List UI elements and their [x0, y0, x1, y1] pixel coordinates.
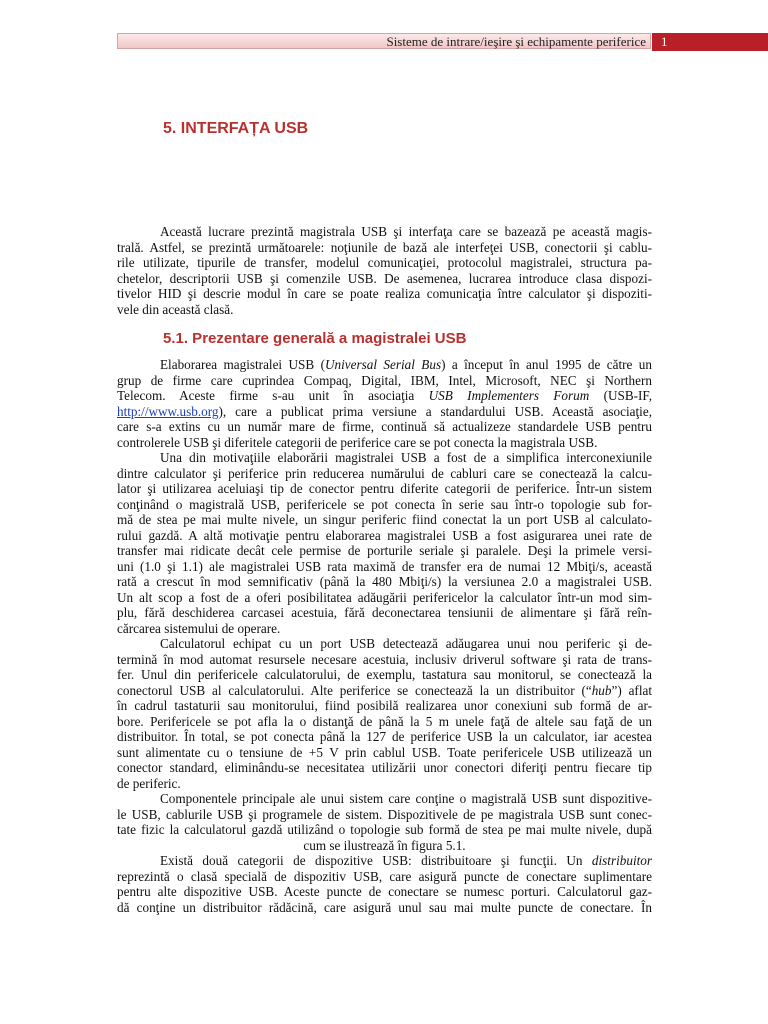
usb-expansion: Universal Serial Bus [324, 357, 442, 372]
p5-line [117, 853, 652, 869]
p2-line: cărcarea sistemului de operare. [117, 620, 281, 636]
p3-line: conector standard, eliminându-se necesitatea utilizării unor conectori diferiţi pentru fiecare tip [117, 760, 652, 775]
hub-term: hub [591, 682, 612, 698]
paragraph-3 [117, 636, 652, 791]
p2-line: Un alt scop a fost de a oferi posibilitatea adăugării perifericelor la calculator într-un mod sim- [117, 589, 652, 605]
intro-line: Această lucrare prezintă magistrala USB şi interfaţa care se bazează pe această magis- [160, 224, 652, 239]
p5-line: dă conţine un distribuitor rădăcină, care asigură unul sau mai multe puncte de conectare. În [117, 899, 652, 915]
text-run: ), care a publicat prima versiune a standardului USB. Această asociaţie, [218, 403, 652, 419]
paragraph-4 [117, 791, 652, 853]
p2-line: lator şi utilizarea aceluiaşi tip de conector pentru diferite categorii de periferice. Într-un sistem [117, 481, 652, 496]
p4-line: tate fizic la calculatorul gazdă utilizând o topologie sub formă de stea pe mai multe nivele, după [117, 822, 652, 837]
intro-line: chetelor, descriptorii USB şi comenzile USB. De asemenea, lucrarea introduce clasa dispozi- [117, 270, 652, 286]
p3-line: fer. Unul din perifericele calculatorului, de exemplu, tastatura sau monitorul, se conectează la [117, 667, 652, 682]
p2-line: plu, fără deschiderea carcasei acestuia, fără deconectarea tensiunii de alimentare şi fără reîn- [117, 605, 652, 620]
p2-line: Una din motivaţiile elaborării magistralei USB a fost de a simplifica interconexiunile [160, 450, 652, 465]
p1-line [117, 404, 652, 420]
intro-line: trală. Astfel, se prezintă următoarele: noţiunile de bază ale interfeţei USB, conectorii şi cablu- [117, 239, 652, 255]
paragraph-1 [117, 357, 652, 450]
text-run: ) a început în anul 1995 de către un [441, 357, 652, 372]
usb-org-link[interactable]: http://www.usb.org [117, 403, 219, 419]
intro-line: vele din această clasă. [117, 301, 234, 317]
p2-line: conţinând o magistrală USB, perifericele se pot conecta în serie sau într-o topologie sub for- [117, 496, 652, 512]
text-run: Telecom. Aceste firme s-au unit în asociaţia [117, 388, 429, 403]
running-header-title: Sisteme de intrare/ieşire şi echipamente periferice [386, 34, 646, 49]
paragraph-5 [117, 853, 652, 915]
p5-line: reprezintă o clasă specială de dispozitiv USB, care asigură puncte de conectare suplimentare [117, 868, 652, 884]
section-title: 5.1. Prezentare generală a magistralei USB [163, 330, 467, 347]
p3-line: Calculatorul echipat cu un port USB detectează adăugarea unui nou periferic şi de- [160, 636, 652, 651]
p3-line: de periferic. [117, 775, 181, 791]
p3-line: sunt alimentate cu o tensiune de +5 V prin cablul USB. Toate perifericele USB utilizează un [117, 744, 652, 760]
chapter-title: 5. INTERFAȚA USB [163, 120, 309, 137]
paragraph-2 [117, 450, 652, 636]
page-number: 1 [652, 33, 768, 51]
text-run: Există două categorii de dispozitive USB: distribuitoare şi funcţii. Un [160, 853, 592, 868]
p3-line: în cadrul tastaturii sau monitorului, fiind posibilă realizarea unor conexiuni sub formă de ar- [117, 698, 652, 713]
p1-line: grup de firme care cuprindea Compaq, Digital, IBM, Intel, Microsoft, NEC şi Northern [117, 372, 652, 388]
p2-line: uni (1.0 şi 1.1) ale magistralei USB rata maximă de transfer era de numai 12 Mbiţi/s, această [117, 558, 652, 574]
p5-line: pentru alte dispozitive USB. Aceste puncte de conectare se numesc porturi. Calculatorul gaz- [117, 884, 652, 899]
p4-line: cum se ilustrează în figura 5.1. [303, 837, 466, 853]
p2-line: transfer mai ridicate decât cele permise de porturile seriale şi paralele. Deşi la primele versi- [117, 543, 652, 558]
p2-line: rului gazdă. A altă motivaţie pentru elaborarea magistralei USB a fost asigurarea unei rate de [117, 527, 652, 543]
p3-line [117, 683, 652, 699]
distribuitor-term: distribuitor [591, 853, 652, 868]
p3-line: termină în mod automat resursele necesare acestuia, inclusiv driverul software şi rata de trans- [117, 651, 652, 667]
intro-line: rile utilizate, tipurile de transfer, modelul comunicaţiei, protocolul magistralei, structura pa- [117, 255, 652, 271]
text-run: ”) aflat [611, 682, 652, 698]
intro-line: tivelor HID şi descrie modul în care se poate realiza comunicaţia între calculator şi dispoziti- [117, 286, 652, 302]
p2-line: rată a crescut în mod semnificativ (până la 480 Mbiţi/s) la versiunea 2.0 a magistralei USB. [117, 574, 652, 589]
p1-line: care s-a extins cu un număr mare de firme, continuă să actualizeze standardele USB pentru [117, 419, 652, 434]
p2-line: mă de stea pe mai multe nivele, un singur periferic fiind conectat la un port USB al calculato- [117, 512, 652, 527]
intro-paragraph [117, 224, 652, 318]
text-run: (USB-IF, [589, 388, 652, 403]
p3-line: bore. Perifericele se pot afla la o distanţă de până la 5 m unele faţă de altele sau faţă de un [117, 713, 652, 729]
p1-line [117, 388, 652, 404]
p4-line: le USB, cablurile USB şi programele de sistem. Dispozitivele de pe magistrala USB sunt conec- [117, 806, 652, 822]
p1-line: controlerele USB şi diferitele categorii de periferice care se pot conecta la magistrala USB. [117, 434, 598, 450]
text-run: conectorul USB al calculatorului. Alte periferice se conectează la un distribuitor (“ [117, 682, 592, 698]
usb-if-name: USB Implementers Forum [428, 388, 590, 403]
p3-line: distribuitor. În total, se pot conecta până la 127 de periferice USB la un calculator, iar acestea [117, 729, 652, 744]
text-run: Elaborarea magistralei USB ( [160, 357, 325, 372]
p1-line [117, 357, 652, 373]
p2-line: dintre calculator şi periferice prin reducerea numărului de cabluri care se conectează la calcu- [117, 465, 652, 481]
p4-line: Componentele principale ale unui sistem care conţine o magistrală USB sunt dispozitive- [160, 791, 652, 806]
